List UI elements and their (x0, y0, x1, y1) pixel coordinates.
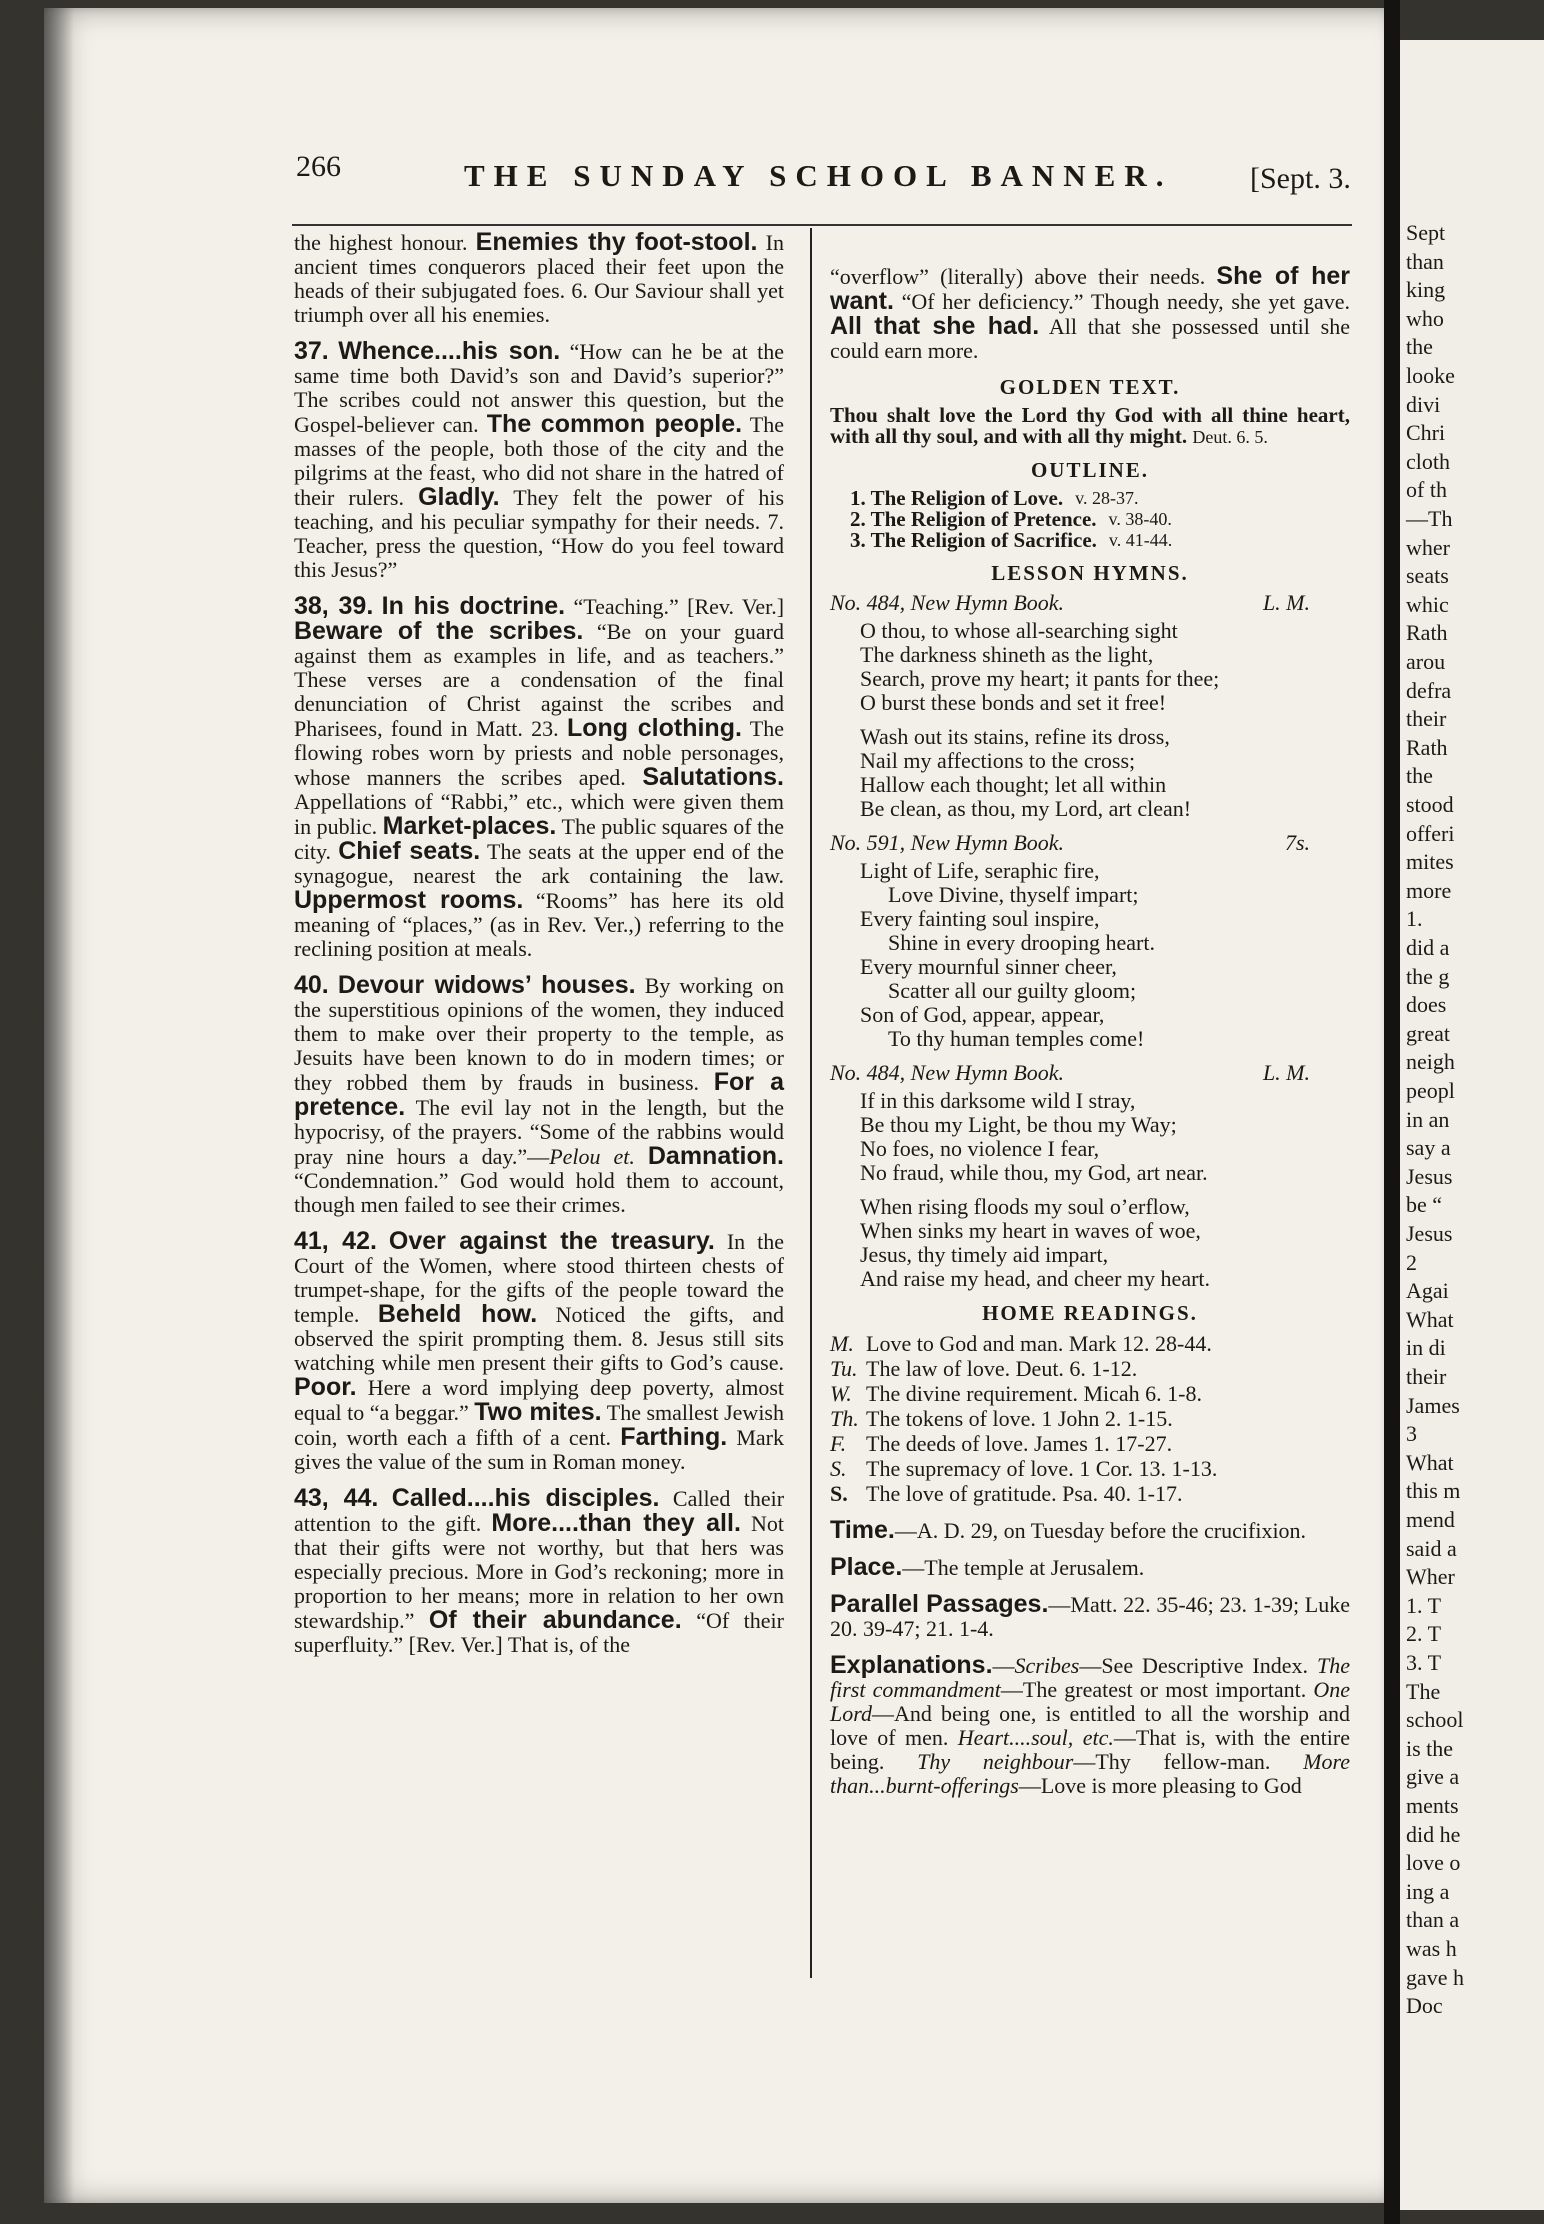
reading-item: Tu. The law of love. Deut. 6. 1-12. (830, 1356, 1138, 1381)
hymn-line: No foes, no violence I fear, (860, 1136, 1100, 1161)
hymn-line: Jesus, thy timely aid impart, (860, 1242, 1109, 1267)
page-edge-fragment: seats (1406, 563, 1449, 589)
page-edge-fragment: the g (1406, 963, 1450, 989)
hymn-line: Every fainting soul inspire, (860, 906, 1100, 931)
reading-item: S. The love of gratitude. Psa. 40. 1-17. (830, 1481, 1183, 1506)
page-edge-fragment: was h (1406, 1936, 1457, 1961)
page-edge-fragment: love o (1406, 1850, 1461, 1876)
issue-date: [Sept. 3. (1250, 162, 1351, 195)
page-edge-fragment: looke (1406, 363, 1455, 388)
page-edge-fragment: their (1406, 1364, 1447, 1389)
page-edge-fragment: school (1406, 1707, 1464, 1733)
page-edge-fragment: who (1406, 305, 1444, 331)
page-edge-fragment: than (1406, 248, 1444, 274)
page-edge-fragment: arou (1406, 649, 1446, 674)
page-edge-fragment: Jesus (1406, 1221, 1453, 1246)
outline-list (850, 488, 1350, 551)
page-edge-fragment: neigh (1406, 1049, 1455, 1075)
column-divider (810, 228, 812, 1978)
hymn-line: Be thou my Light, be thou my Way; (860, 1112, 1177, 1137)
hymn-line: Scatter all our guilty gloom; (888, 978, 1137, 1003)
lesson-hymns-heading: LESSON HYMNS. (991, 561, 1189, 585)
page-edge-fragment: divi (1406, 391, 1441, 417)
golden-text: Thou shalt love the Lord thy God with all thine heart, with all thy soul, and with all thy might. Deut. 6. 5. (830, 403, 1350, 448)
outline-item: 1. The Religion of Love. v. 28-37. (850, 486, 1139, 510)
paragraph-38-39: 38, 39. In his doctrine. “Teaching.” [Rev. Ver.] Beware of the scribes. “Be on your guard against them as examples in life, and as teachers.” These verses are a condensation of the final denunciation of Christ against the scribes and Pharisees, found in Matt. 23. Long clothing. The flowing robes worn by priests and noble personages, whose manners the scribes aped. Salutations. Appellations of “Rabbi,” etc., which were given them in public. Market-places. The public squares of the city. Chief seats. The seats at the upper end of the synagogue, nearest the ark containing the law. Uppermost rooms. “Rooms” has here its old meaning of “places,” (as in Rev. Ver.,) referring to the reclining position at meals. (294, 592, 785, 961)
page-number: 266 (296, 150, 341, 183)
page-edge-fragment: in di (1406, 1335, 1446, 1361)
page-edge-fragment: wher (1406, 534, 1450, 560)
page-edge-fragment: ments (1406, 1793, 1459, 1818)
paragraph-continued: “overflow” (literally) above their needs. She of her want. “Of her deficiency.” Though needy, she yet gave. All that she had. All that she possessed until she could earn more. (830, 262, 1351, 363)
page-edge-fragment: 3 (1406, 1421, 1417, 1447)
page-edge-fragment: gave h (1406, 1964, 1465, 1990)
hymn-line: O burst these bonds and set it free! (860, 690, 1167, 715)
hymn-verse (860, 725, 1350, 821)
page-edge-fragment: Sept (1406, 220, 1446, 245)
hymn-line: To thy human temples come! (888, 1026, 1145, 1051)
hymn-line: Love Divine, thyself impart; (888, 882, 1139, 907)
hymn-line: Shine in every drooping heart. (888, 930, 1155, 955)
adjacent-page-edge (1400, 40, 1544, 2210)
page-edge-fragment: the (1406, 763, 1433, 789)
page-edge-fragment: offeri (1406, 820, 1455, 846)
hymn-line: Every mournful sinner cheer, (860, 954, 1117, 979)
page-edge-fragment: said a (1406, 1535, 1457, 1561)
time-note: Time.—A. D. 29, on Tuesday before the crucifixion. (830, 1516, 1307, 1544)
page-edge-fragment: Agai (1406, 1278, 1449, 1304)
page-edge-fragment: 1. (1406, 906, 1423, 932)
page-edge-fragment: Doc (1406, 1993, 1443, 2019)
page-edge-fragment: Rath (1406, 620, 1448, 646)
hymn-line: Light of Life, seraphic fire, (860, 858, 1100, 883)
page-edge-fragment: whic (1406, 591, 1449, 617)
reading-item: S. The supremacy of love. 1 Cor. 13. 1-13. (830, 1456, 1218, 1481)
book-gutter (1384, 0, 1400, 2224)
home-readings-heading: HOME READINGS. (982, 1301, 1198, 1325)
hymn-line: No fraud, while thou, my God, art near. (860, 1160, 1208, 1185)
hymn-line: O thou, to whose all-searching sight (860, 618, 1178, 643)
outline-heading: OUTLINE. (1030, 458, 1150, 482)
page-edge-fragment: say a (1406, 1135, 1451, 1161)
reading-item: F. The deeds of love. James 1. 17-27. (830, 1431, 1173, 1456)
outline-item: 3. The Religion of Sacrifice. v. 41-44. (850, 528, 1173, 552)
page-edge-fragment: 2 (1406, 1249, 1417, 1275)
paragraph-43-44: 43, 44. Called....his disciples. Called their attention to the gift. More....than they all. Not that their gifts were not worthy, but that hers was especially precious. More in God’s reckoning; more in proportion to her means; more in relation to her own stewardship.” Of their abundance. “Of their superfluity.” [Rev. Ver.] That is, of the (294, 1484, 785, 1657)
hymn-line: If in this darksome wild I stray, (860, 1088, 1136, 1113)
hymn-verse (860, 859, 1350, 1051)
page-binding-shadow (44, 8, 74, 2203)
hymn-heading: No. 484, New Hymn Book. L. M. (830, 590, 1310, 615)
hymn-line: Wash out its stains, refine its dross, (860, 724, 1170, 749)
hymn-line: Search, prove my heart; it pants for thee; (860, 666, 1220, 691)
right-column (830, 264, 1350, 1810)
left-column (294, 230, 784, 1669)
paragraph-40: 40. Devour widows’ houses. By working on the superstitious opinions of the women, they induced them to make over their property to the temple, as Jesuits have been known to do in modern times; or they robbed them by frauds in business. For a pretence. The evil lay not in the length, but the hypocrisy, of the prayers. “Some of the rabbins would pray nine hours a day.”—Pelou et. Damnation. “Condemnation.” God would hold them to account, though men failed to see their crimes. (294, 971, 785, 1217)
running-header (296, 142, 1356, 202)
hymn-line: The darkness shineth as the light, (860, 642, 1154, 667)
page-edge-fragment: What (1406, 1306, 1454, 1332)
page-edge-fragment: cloth (1406, 448, 1450, 474)
page-edge-fragment: defra (1406, 677, 1452, 703)
reading-item: M. Love to God and man. Mark 12. 28-44. (830, 1331, 1212, 1356)
page-edge-fragment: is the (1406, 1735, 1454, 1761)
page-edge-fragment: The (1406, 1678, 1441, 1704)
hymn-line: Son of God, appear, appear, (860, 1002, 1105, 1027)
page-edge-fragment: What (1406, 1449, 1454, 1475)
page-edge-fragment: 2. T (1406, 1621, 1442, 1647)
reading-item: Th. The tokens of love. 1 John 2. 1-15. (830, 1406, 1173, 1431)
hymn-line: Nail my affections to the cross; (860, 748, 1136, 773)
hymn-line: When sinks my heart in waves of woe, (860, 1218, 1201, 1243)
page-edge-fragment: Rath (1406, 734, 1448, 760)
page-edge-fragment: the (1406, 334, 1433, 360)
golden-text-heading: GOLDEN TEXT. (999, 375, 1181, 399)
page-edge-fragment: great (1406, 1020, 1450, 1046)
page-edge-fragment: of th (1406, 477, 1447, 503)
place-note: Place.—The temple at Jerusalem. (830, 1553, 1145, 1581)
page-edge-fragment: give a (1406, 1764, 1460, 1790)
page-edge-fragment: James (1406, 1392, 1460, 1418)
page-edge-fragment: —Th (1406, 506, 1453, 531)
paragraph-37: 37. Whence....his son. “How can he be at the same time both David’s son and David’s superior?” The scribes could not answer this question, but the Gospel-believer can. The common people. The masses of the people, both those of the city and the pilgrims at the feast, who did not share in the hatred of their rulers. Gladly. They felt the power of his teaching, and his peculiar sympathy for their needs. 7. Teacher, press the question, “How do you feel toward this Jesus?” (294, 337, 785, 582)
reading-item: W. The divine requirement. Micah 6. 1-8. (830, 1381, 1203, 1406)
page-edge-fragment: mites (1406, 849, 1454, 875)
hymn-verse (860, 1089, 1350, 1185)
page-edge-fragment: be “ (1406, 1192, 1443, 1218)
hymn-heading: No. 591, New Hymn Book. 7s. (830, 830, 1310, 855)
hymn-line: When rising floods my soul o’erflow, (860, 1194, 1190, 1219)
page-edge-fragment: Chri (1406, 420, 1446, 446)
running-title: THE SUNDAY SCHOOL BANNER. (464, 158, 1173, 193)
hymn-heading: No. 484, New Hymn Book. L. M. (830, 1060, 1310, 1085)
page-edge-fragment: mend (1406, 1507, 1455, 1532)
page-edge-fragment: stood (1406, 792, 1454, 817)
page-edge-fragment: Jesus (1406, 1163, 1453, 1189)
page-edge-fragment: in an (1406, 1106, 1450, 1132)
page-edge-fragment: did he (1406, 1821, 1461, 1847)
hymn-verse (860, 619, 1350, 715)
page-edge-fragment: 1. T (1406, 1592, 1442, 1618)
parallel-passages-note: Parallel Passages.—Matt. 22. 35-46; 23. 1-39; Luke 20. 39-47; 21. 1-4. (830, 1590, 1350, 1641)
page-edge-fragment: Wher (1406, 1564, 1455, 1590)
page-edge-fragment: did a (1406, 935, 1450, 960)
paragraph: the highest honour. Enemies thy foot-stool. In ancient times conquerors placed their feet upon the heads of their subjugated foes. 6. Our Saviour shall yet triumph over all his enemies. (294, 228, 784, 327)
hymn-line: Hallow each thought; let all within (860, 772, 1167, 797)
page-edge-fragment: does (1406, 992, 1447, 1018)
hymn-line: Be clean, as thou, my Lord, art clean! (860, 796, 1192, 821)
explanations-note: Explanations.—Scribes—See Descriptive Index. The first commandment—The greatest or most important. One Lord—And being one, is entitled to all the worship and love of men. Heart....soul, etc.—That is, with the entire being. Thy neighbour—Thy fellow-man. More than...burnt-offerings—Love is more pleasing to God (830, 1651, 1351, 1798)
page-edge-fragment: king (1406, 277, 1446, 303)
hymn-verse (860, 1195, 1350, 1291)
page-edge-fragment: peopl (1406, 1078, 1455, 1103)
header-rule (292, 224, 1352, 226)
page-edge-fragment: ing a (1406, 1878, 1450, 1904)
outline-item: 2. The Religion of Pretence. v. 38-40. (850, 507, 1172, 531)
page-edge-fragment: more (1406, 877, 1452, 903)
page-edge-fragment: 3. T (1406, 1650, 1442, 1675)
page-edge-fragment: this m (1406, 1478, 1461, 1504)
home-readings-list (830, 1331, 1350, 1506)
page-edge-fragment: than a (1406, 1907, 1460, 1933)
page-edge-fragment: their (1406, 706, 1447, 732)
paragraph-41-42: 41, 42. Over against the treasury. In the Court of the Women, where stood thirteen chests of trumpet-shape, for the gifts of the people toward the temple. Beheld how. Noticed the gifts, and observed the spirit prompting them. 8. Jesus still sits watching while men present their gifts to God’s cause. Poor. Here a word implying deep poverty, almost equal to “a beggar.” Two mites. The smallest Jewish coin, worth each a fifth of a cent. Farthing. Mark gives the value of the sum in Roman money. (294, 1227, 785, 1474)
hymn-line: And raise my head, and cheer my heart. (860, 1266, 1211, 1291)
